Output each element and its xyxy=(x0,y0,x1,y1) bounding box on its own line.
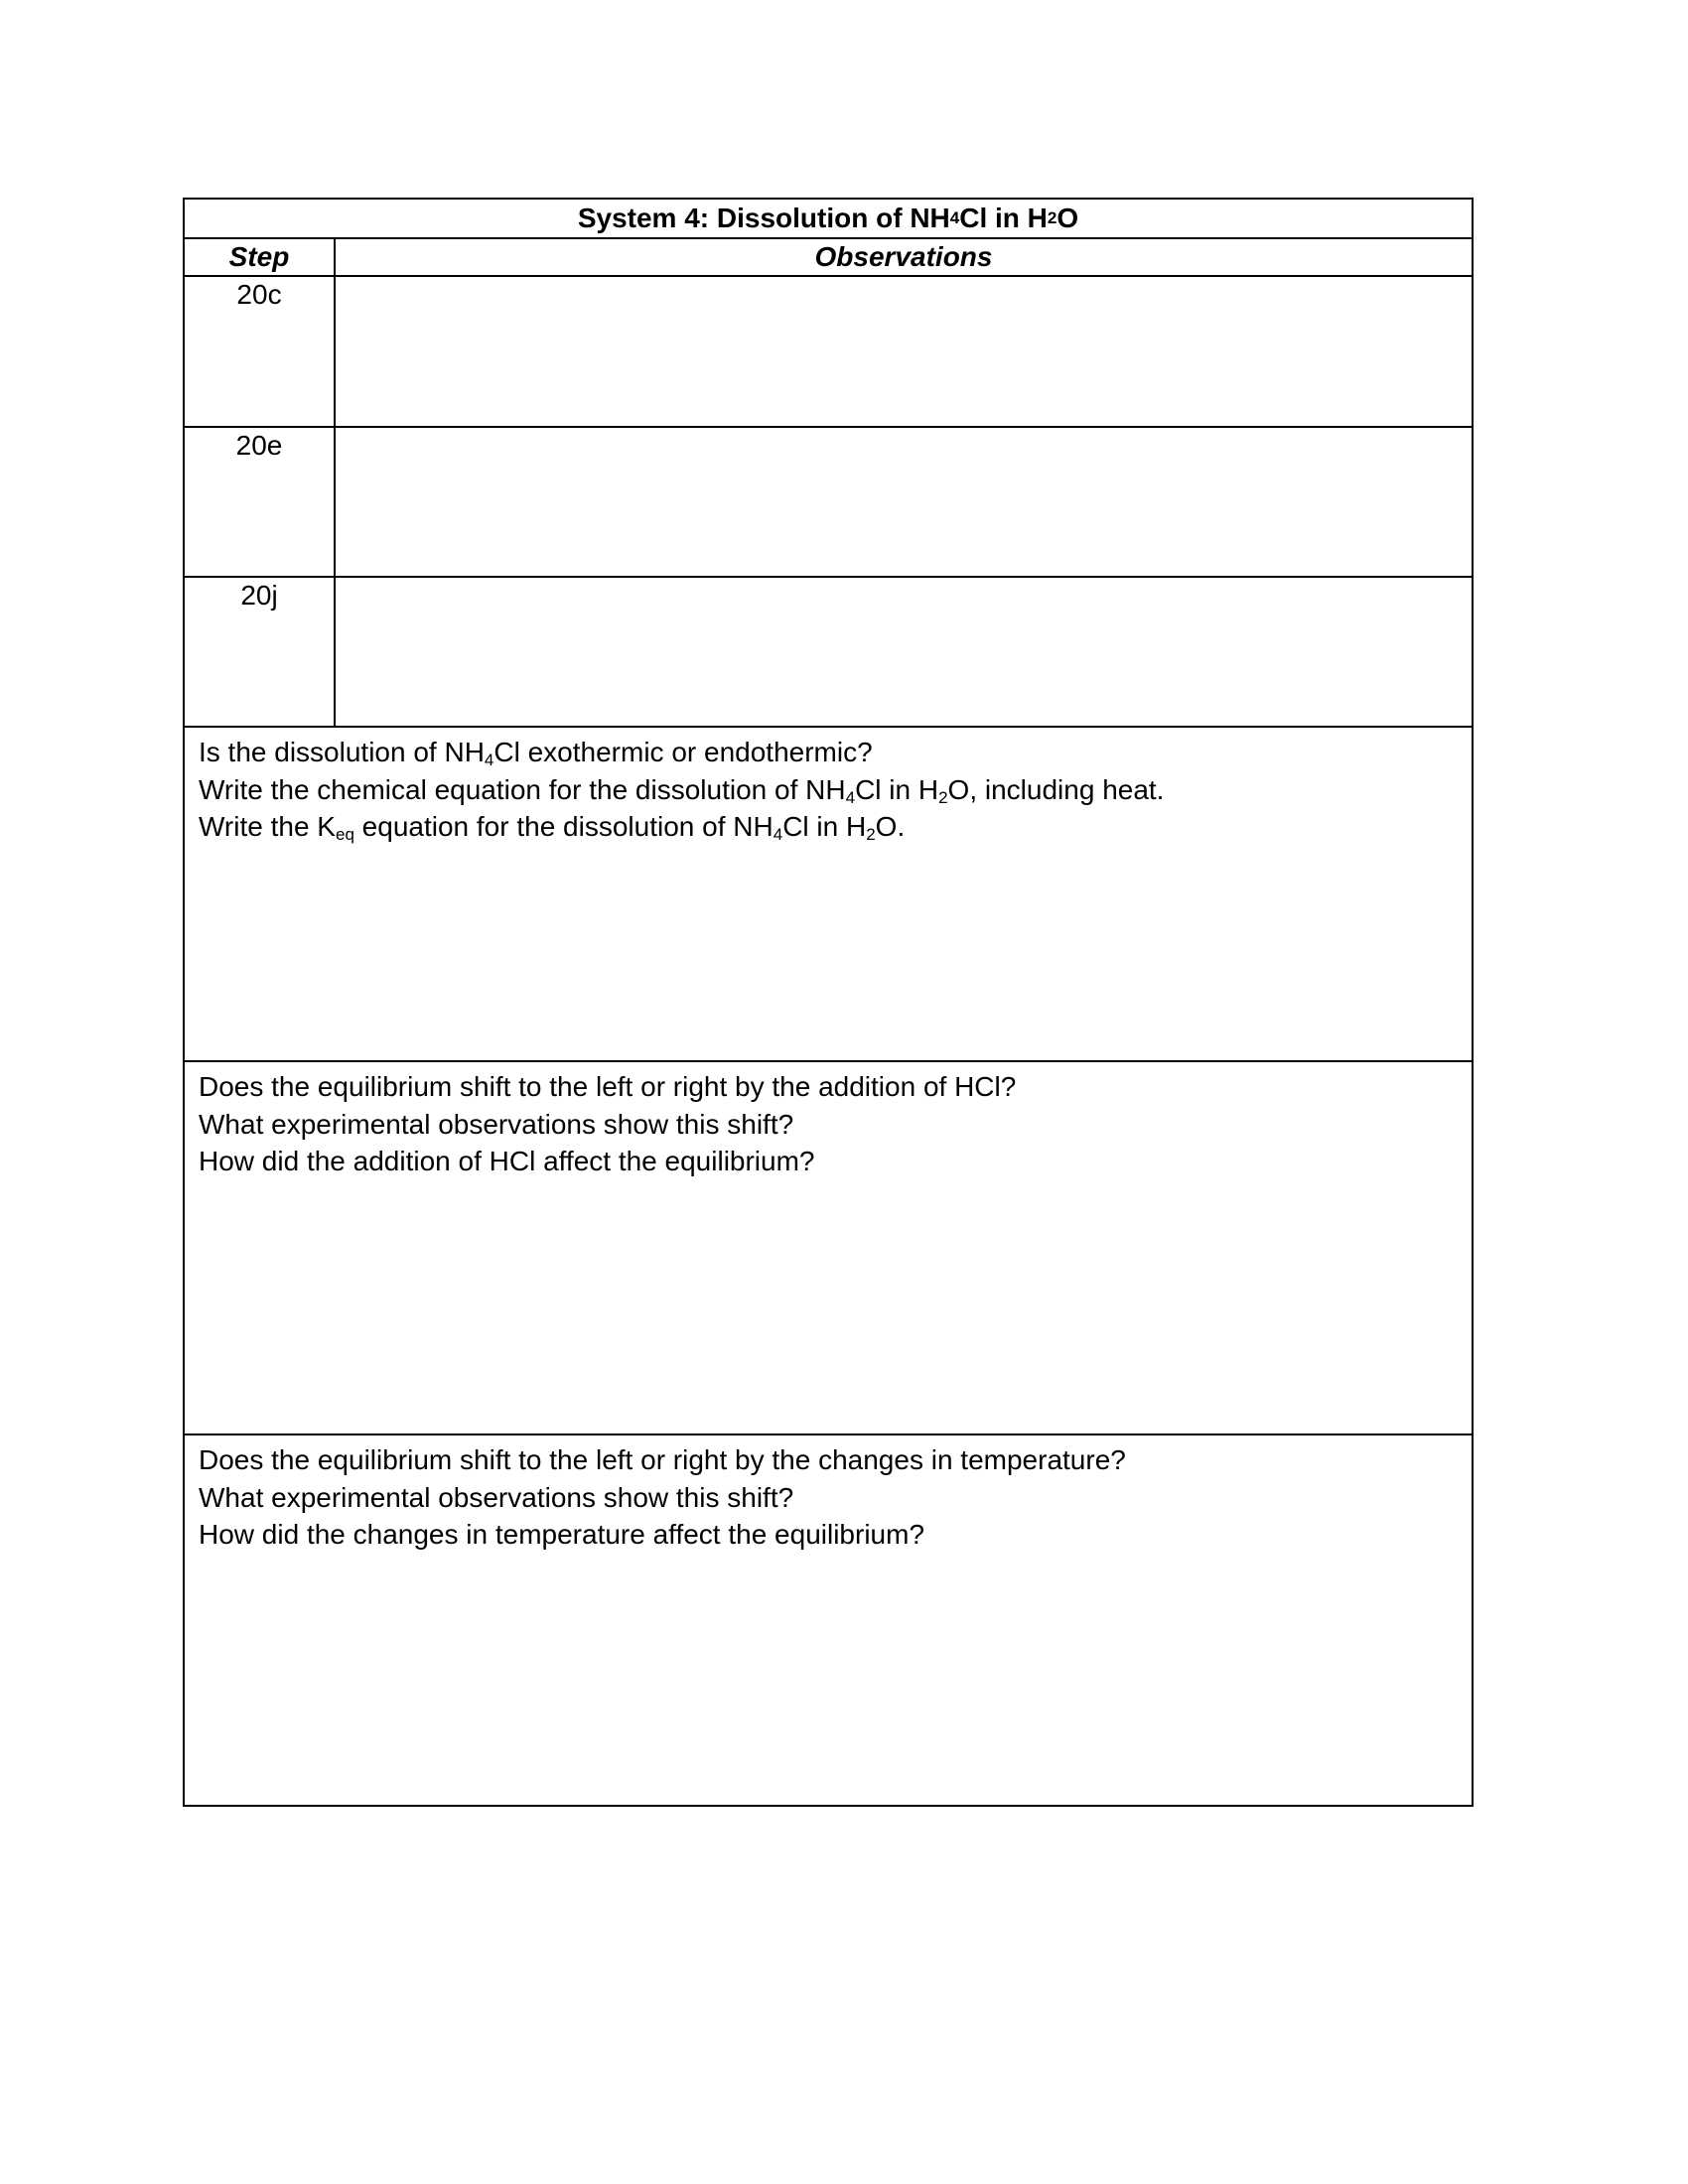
question-temperature-effect: How did the changes in temperature affect the equilibrium? xyxy=(199,1519,925,1550)
q1-line2-text-c: O, including heat. xyxy=(947,773,1165,805)
question-temperature-observations: What experimental observations show this shift? xyxy=(199,1481,794,1513)
q1-line3-sub1: eq xyxy=(335,825,354,844)
observation-cell[interactable] xyxy=(336,428,1472,576)
q1-line1-text-a: Is the dissolution of NH xyxy=(199,737,485,767)
step-label: 20c xyxy=(185,277,336,426)
observation-cell[interactable] xyxy=(336,277,1472,426)
q1-line2-sub2: 2 xyxy=(938,787,948,807)
question-hcl-observations: What experimental observations show this shift? xyxy=(199,1108,794,1140)
question-exo-endo xyxy=(199,734,1458,771)
question-block-temperature[interactable] xyxy=(185,1435,1472,1805)
q1-line2-text-b: Cl in H xyxy=(855,773,939,805)
q1-line3-text-c: Cl in H xyxy=(782,811,867,842)
table-title: System 4: Dissolution of NH 4 Cl in H 2 O xyxy=(185,200,1472,239)
question-hcl-effect: How did the addition of HCl affect the equilibrium? xyxy=(199,1146,815,1176)
step-header: Step xyxy=(185,239,336,275)
q1-line2-text-a: Write the chemical equation for the dissolution of NH xyxy=(199,773,846,805)
q1-line3-text-a: Write the K xyxy=(199,811,336,842)
q1-line3-sub3: 2 xyxy=(866,825,876,844)
q1-line3-sub2: 4 xyxy=(773,825,783,844)
question-chemical-equation xyxy=(199,771,1458,809)
step-row-20c xyxy=(185,277,1472,428)
question-block-hcl-addition[interactable] xyxy=(185,1062,1472,1435)
step-row-20j xyxy=(185,578,1472,728)
step-label: 20e xyxy=(185,428,336,576)
q1-line3-text-b: equation for the dissolution of NH xyxy=(353,811,774,842)
observations-header: Observations xyxy=(814,241,993,272)
q1-line1-sub: 4 xyxy=(484,751,494,769)
title-middle: Cl in H xyxy=(959,203,1048,233)
q1-line3-text-d: O. xyxy=(875,811,906,842)
q1-line2-sub1: 4 xyxy=(845,787,856,807)
question-temperature-shift: Does the equilibrium shift to the left or right by the changes in temperature? xyxy=(199,1444,1126,1475)
question-hcl-shift: Does the equilibrium shift to the left or right by the addition of HCl? xyxy=(199,1071,1017,1102)
title-prefix: System 4: Dissolution of NH xyxy=(577,203,950,233)
step-row-20e xyxy=(185,428,1472,578)
q1-line1-text-b: Cl exothermic or endothermic? xyxy=(493,737,873,767)
table-header-row xyxy=(185,239,1472,277)
observation-cell[interactable] xyxy=(336,578,1472,726)
observation-table xyxy=(183,198,1474,1807)
question-block-thermochemistry[interactable] xyxy=(185,728,1472,1062)
title-suffix: O xyxy=(1056,203,1079,233)
question-keq-equation xyxy=(199,808,1458,846)
step-label: 20j xyxy=(185,578,336,726)
